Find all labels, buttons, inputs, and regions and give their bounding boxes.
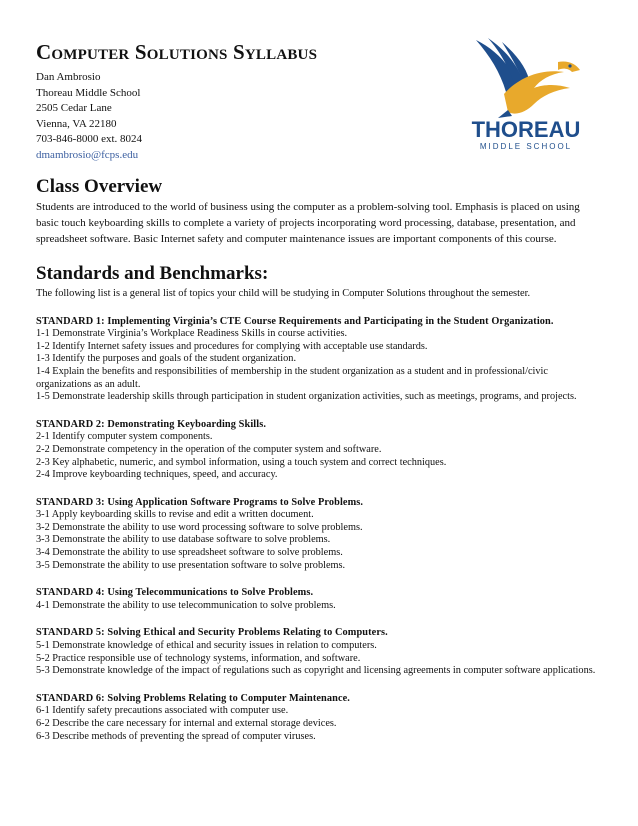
list-item: 2-2 Demonstrate competency in the operation of the computer system and software. — [36, 443, 382, 455]
list-item: 1-3 Identify the purposes and goals of the student organization. — [36, 353, 297, 365]
standard-heading: STANDARD 1: Implementing Virginia’s CTE Course Requirements and Participating in the Student Organization. — [36, 315, 554, 327]
list-item: 1-1 Demonstrate Virginia’s Workplace Readiness Skills in course activities. — [36, 328, 348, 340]
logo-wordmark: THOREAU — [471, 117, 581, 142]
page-title: Computer Solutions Syllabus — [36, 40, 318, 64]
list-item: 2-4 Improve keyboarding techniques, speed, and accuracy. — [36, 469, 278, 481]
list-item: 6-2 Describe the care necessary for internal and external storage devices. — [36, 718, 337, 729]
school-name: Thoreau Middle School — [36, 86, 141, 99]
standard-2 — [36, 419, 602, 482]
standard-3 — [36, 497, 602, 573]
teacher-name: Dan Ambrosio — [36, 71, 101, 83]
list-item: 3-2 Demonstrate the ability to use word processing software to solve problems. — [36, 521, 363, 533]
overview-heading: Class Overview — [36, 175, 163, 197]
syllabus-page — [36, 40, 602, 743]
list-item: 3-3 Demonstrate the ability to use database software to solve problems. — [36, 534, 331, 546]
list-item: 3-1 Apply keyboarding skills to revise and edit a written document. — [36, 509, 314, 521]
city-state-zip: Vienna, VA 22180 — [36, 117, 117, 130]
list-item: 5-3 Demonstrate knowledge of the impact of regulations such as copyright and licensing agreements in computer software applications. — [36, 665, 596, 677]
standard-heading: STANDARD 2: Demonstrating Keyboarding Skills. — [36, 418, 267, 430]
phone-number: 703-846-8000 ext. 8024 — [36, 133, 143, 146]
standard-6 — [36, 693, 602, 743]
standard-heading: STANDARD 4: Using Telecommunications to Solve Problems. — [36, 587, 314, 599]
list-item: 5-1 Demonstrate knowledge of ethical and security issues in relation to computers. — [36, 640, 377, 652]
list-item: 6-1 Identify safety precautions associated with computer use. — [36, 705, 289, 717]
list-item: 2-3 Key alphabetic, numeric, and symbol information, using a touch system and correct techniques. — [36, 456, 447, 468]
standard-1 — [36, 316, 602, 404]
standard-4 — [36, 587, 602, 612]
list-item: 4-1 Demonstrate the ability to use telecommunication to solve problems. — [36, 599, 336, 611]
list-item: 1-2 Identify Internet safety issues and procedures for complying with acceptable use standards. — [36, 340, 428, 352]
list-item: 3-5 Demonstrate the ability to use presentation software to solve problems. — [36, 559, 346, 571]
logo-subtitle: MIDDLE SCHOOL — [479, 142, 573, 151]
list-item: 1-5 Demonstrate leadership skills through participation in student organization activities, such as meetings, programs, and projects. — [36, 391, 577, 403]
standards-heading: Standards and Benchmarks: — [36, 262, 269, 284]
eagle-icon — [476, 38, 580, 118]
standard-5 — [36, 627, 602, 677]
standard-heading: STANDARD 6: Solving Problems Relating to Computer Maintenance. — [36, 692, 350, 704]
standard-heading: STANDARD 3: Using Application Software Programs to Solve Problems. — [36, 496, 364, 508]
standard-heading: STANDARD 5: Solving Ethical and Security Problems Relating to Computers. — [36, 627, 388, 639]
list-item: 6-3 Describe methods of preventing the spread of computer viruses. — [36, 730, 316, 742]
standards-intro: The following list is a general list of topics your child will be studying in Computer Solutions throughout the semester. — [36, 287, 531, 299]
overview-text: Students are introduced to the world of business using the computer as a problem-solving tool. Emphasis is placed on using basic touch keyboarding skills to complete a variety of projects incorporating word processing, database, presentation, and spreadsheet software. Basic Internet safety and computer maintenance issues are important components of this course. — [36, 200, 580, 245]
list-item: 2-1 Identify computer system components. — [36, 431, 213, 443]
thoreau-eagle-logo — [446, 32, 606, 152]
list-item: 3-4 Demonstrate the ability to use spreadsheet software to solve problems. — [36, 547, 343, 559]
email-link[interactable]: dmambrosio@fcps.edu — [36, 148, 139, 161]
list-item: 1-4 Explain the benefits and responsibilities of membership in the student organization as a student and in professional/civic organizations as an adult. — [36, 365, 548, 390]
street-address: 2505 Cedar Lane — [36, 102, 112, 115]
list-item: 5-2 Practice responsible use of technology systems, information, and software. — [36, 652, 361, 664]
